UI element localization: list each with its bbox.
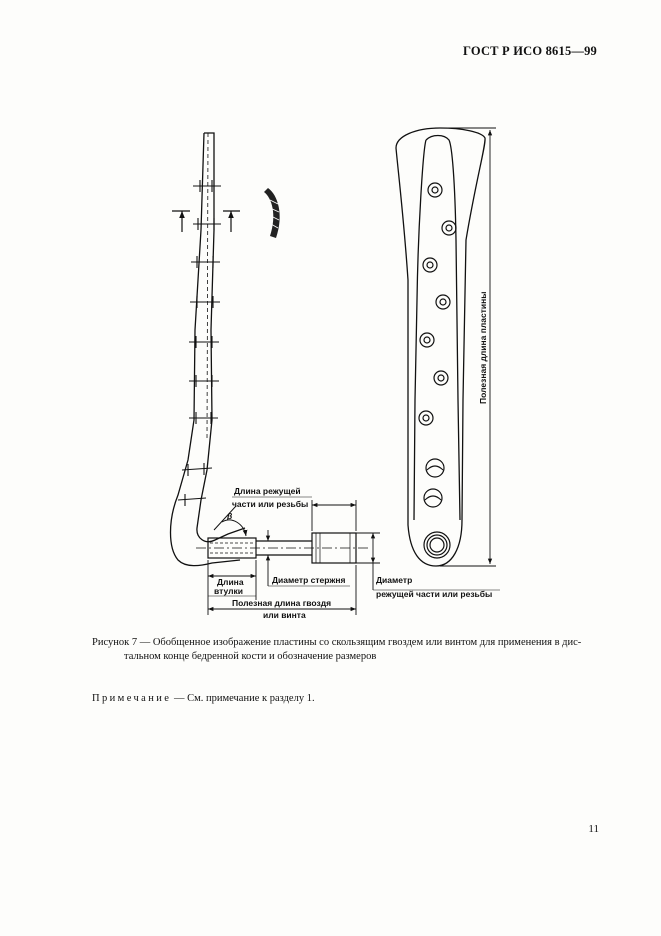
dim-sleeve-length-label-2: втулки	[214, 586, 243, 596]
angle-beta-label: β	[227, 511, 233, 521]
dim-cutting-length-label-1: Длина режущей	[234, 486, 301, 496]
dim-cutting-diameter-label-2: режущей части или резьбы	[376, 589, 493, 599]
front-view-holes	[419, 183, 456, 558]
dim-nail-length-label-1: Полезная длина гвоздя	[232, 598, 332, 608]
side-view-hole-marks	[178, 180, 221, 506]
page-number: 11	[588, 823, 599, 835]
figure-caption-line-2: тальном конце бедренной кости и обозначение размеров	[124, 650, 377, 662]
dim-cutting-diameter-label-1: Диаметр	[376, 575, 413, 585]
dim-sleeve-length-label-1: Длина	[217, 577, 244, 587]
note	[92, 693, 315, 704]
section-marks	[172, 211, 240, 232]
dim-nail-length-label-2: или винта	[263, 610, 306, 620]
dim-plate-length-label: Полезная длина пластины	[478, 291, 488, 404]
figure-caption	[92, 636, 604, 663]
note-label: Примечание	[92, 693, 172, 704]
sliding-nail	[196, 533, 370, 563]
standard-header: ГОСТ Р ИСО 8615—99	[463, 44, 597, 58]
note-text: — См. примечание к разделу 1.	[171, 693, 315, 704]
dim-cutting-length-label-2: части или резьбы	[232, 499, 309, 509]
plate-cross-section	[264, 188, 280, 238]
figure-caption-line-1: Рисунок 7 — Обобщенное изображение пластины со скользящим гвоздем или винтом для применения в дис-	[92, 637, 582, 648]
dim-shaft-diameter-label: Диаметр стержня	[272, 575, 346, 585]
